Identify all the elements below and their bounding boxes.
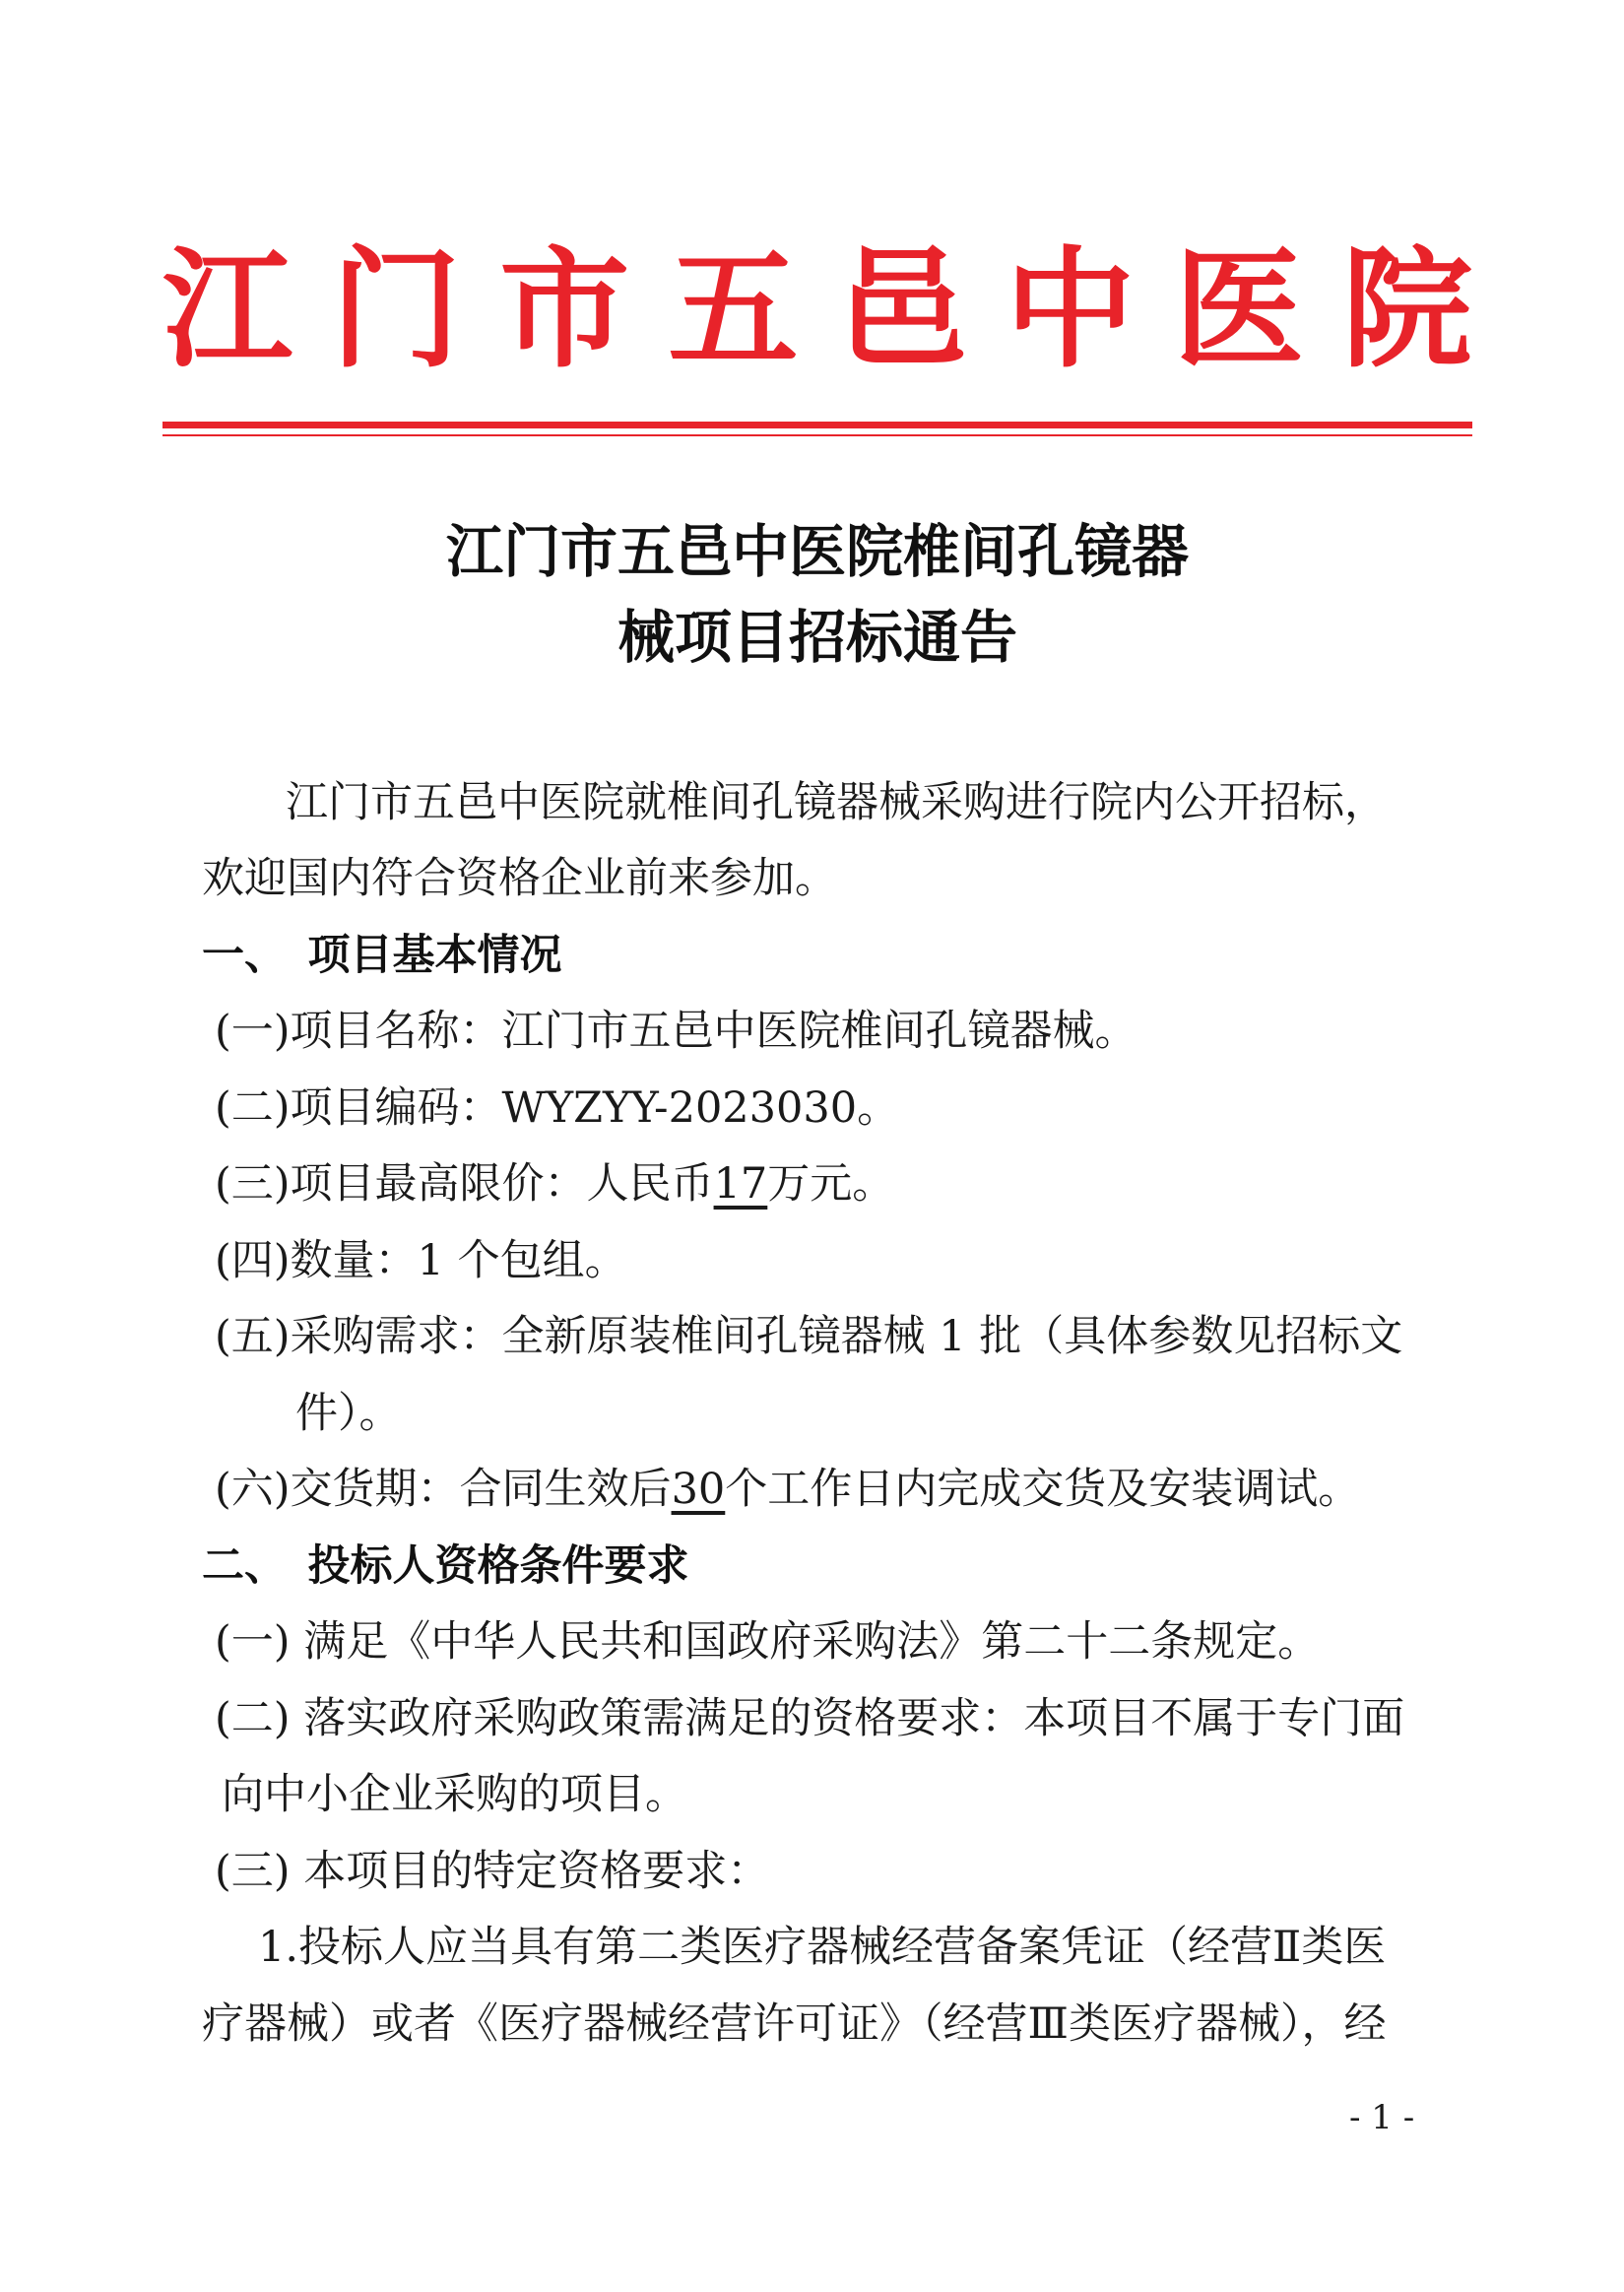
letterhead-char: 门 bbox=[331, 233, 462, 386]
delivery-days-value: 30 bbox=[671, 1465, 726, 1514]
letterhead-char: 邑 bbox=[836, 233, 967, 386]
section2-req1-line2: 疗器械）或者《医疗器械经营许可证》（经营Ⅲ类医疗器械），经 bbox=[202, 1999, 1387, 2049]
section2-item3: (三) 本项目的特定资格要求： bbox=[215, 1847, 770, 1896]
section2-item1: (一) 满足《中华人民共和国政府采购法》第二十二条规定。 bbox=[215, 1617, 1321, 1667]
section1-item6 bbox=[215, 1460, 1360, 1519]
section1-item3 bbox=[215, 1154, 894, 1213]
letterhead-char: 市 bbox=[499, 233, 630, 386]
item6-prefix: (六)交货期：合同生效后 bbox=[215, 1465, 672, 1514]
section1-heading: 一、 项目基本情况 bbox=[202, 931, 562, 980]
section1-item1: (一)项目名称：江门市五邑中医院椎间孔镜器械。 bbox=[215, 1007, 1137, 1056]
price-limit-value: 17 bbox=[713, 1159, 768, 1209]
section2-item2-line1: (二) 落实政府采购政策需满足的资格要求：本项目不属于专门面 bbox=[215, 1694, 1405, 1743]
letterhead-char: 江 bbox=[162, 233, 292, 386]
section1-item4: (四)数量：1 个包组。 bbox=[215, 1236, 627, 1285]
letterhead-rule-thick bbox=[162, 422, 1472, 428]
section1-item5-line2: 件）。 bbox=[295, 1389, 402, 1438]
item6-suffix: 个工作日内完成交货及安装调试。 bbox=[725, 1465, 1361, 1514]
letterhead-char: 院 bbox=[1341, 233, 1472, 386]
page-number: - 1 - bbox=[1349, 2098, 1415, 2137]
notice-title-line1: 江门市五邑中医院椎间孔镜器 bbox=[445, 518, 1189, 585]
section2-item2-line2: 向中小企业采购的项目。 bbox=[222, 1770, 687, 1819]
section2-heading: 二、 投标人资格条件要求 bbox=[202, 1541, 689, 1591]
letterhead-char: 医 bbox=[1173, 233, 1304, 386]
intro-line2: 欢迎国内符合资格企业前来参加。 bbox=[202, 854, 837, 903]
item3-prefix: (三)项目最高限价：人民币 bbox=[215, 1159, 714, 1209]
letterhead-title bbox=[162, 233, 1472, 386]
letterhead-char: 五 bbox=[668, 233, 799, 386]
intro-line1: 江门市五邑中医院就椎间孔镜器械采购进行院内公开招标， bbox=[286, 778, 1387, 827]
notice-title-line2: 械项目招标通告 bbox=[617, 604, 1017, 671]
section1-item2: (二)项目编码：WYZYY-2023030。 bbox=[215, 1083, 900, 1133]
letterhead-char: 中 bbox=[1005, 233, 1136, 386]
section2-req1-line1: 1.投标人应当具有第二类医疗器械经营备案凭证（经营Ⅱ类医 bbox=[258, 1923, 1387, 1972]
letterhead-rule-thin bbox=[162, 434, 1472, 436]
item3-suffix: 万元。 bbox=[767, 1159, 895, 1209]
section1-item5-line1: (五)采购需求：全新原装椎间孔镜器械 1 批（具体参数见招标文 bbox=[215, 1312, 1403, 1361]
